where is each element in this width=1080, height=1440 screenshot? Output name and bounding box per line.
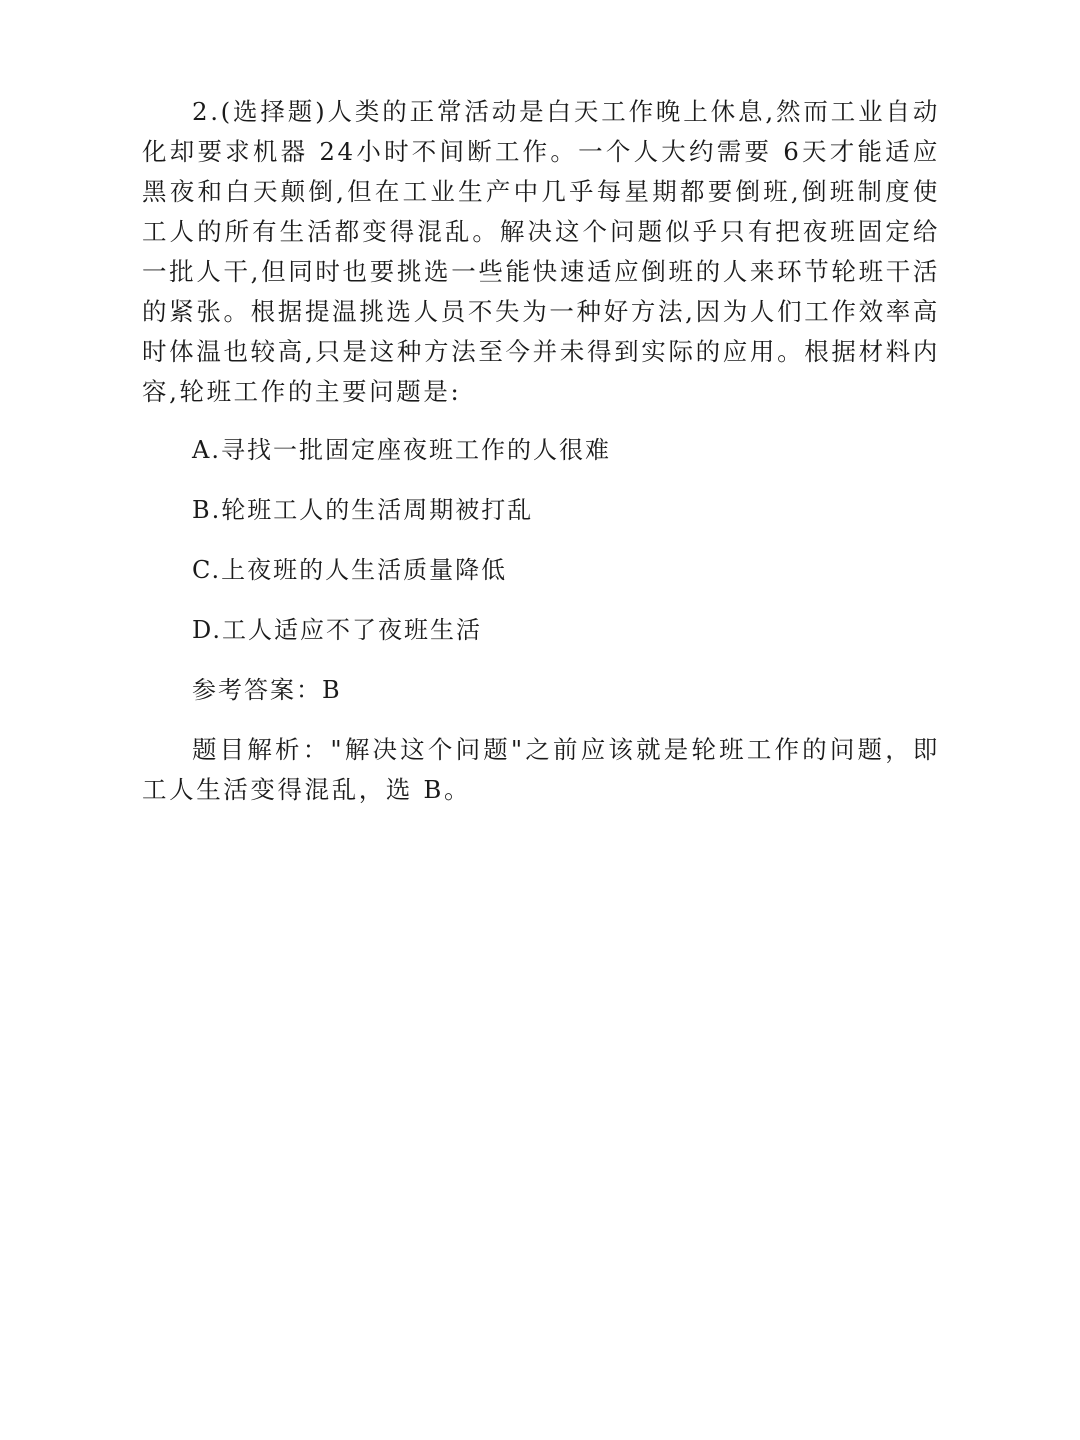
option-d: D.工人适应不了夜班生活 — [192, 616, 483, 644]
question-stem: 2.(选择题)人类的正常活动是白天工作晚上休息,然而工业自动化却要求机器 24小时不间断工作。一个人大约需要 6天才能适应黑夜和白天颠倒,但在工业生产中几乎每星期都要倒班,倒班制度使工人的所有生活都变得混乱。解决这个问题似乎只有把夜班固定给一批人干,但同时也要挑选一些能快速适应倒班的人来环节轮班干活的紧张。根据提温挑选人员不失为一种好方法,因为人们工作效率高时体温也较高,只是这种方法至今并未得到实际的应用。根据材料内容,轮班工作的主要问题是: — [142, 97, 940, 406]
option-a: A.寻找一批固定座夜班工作的人很难 — [192, 436, 611, 464]
option-c: C.上夜班的人生活质量降低 — [192, 556, 508, 584]
answer-analysis: 题目解析："解决这个问题"之前应该就是轮班工作的问题，即工人生活变得混乱，选 B。 — [142, 735, 940, 804]
reference-answer: 参考答案：B — [192, 676, 342, 704]
question-document — [142, 92, 940, 810]
option-b: B.轮班工人的生活周期被打乱 — [192, 496, 534, 524]
